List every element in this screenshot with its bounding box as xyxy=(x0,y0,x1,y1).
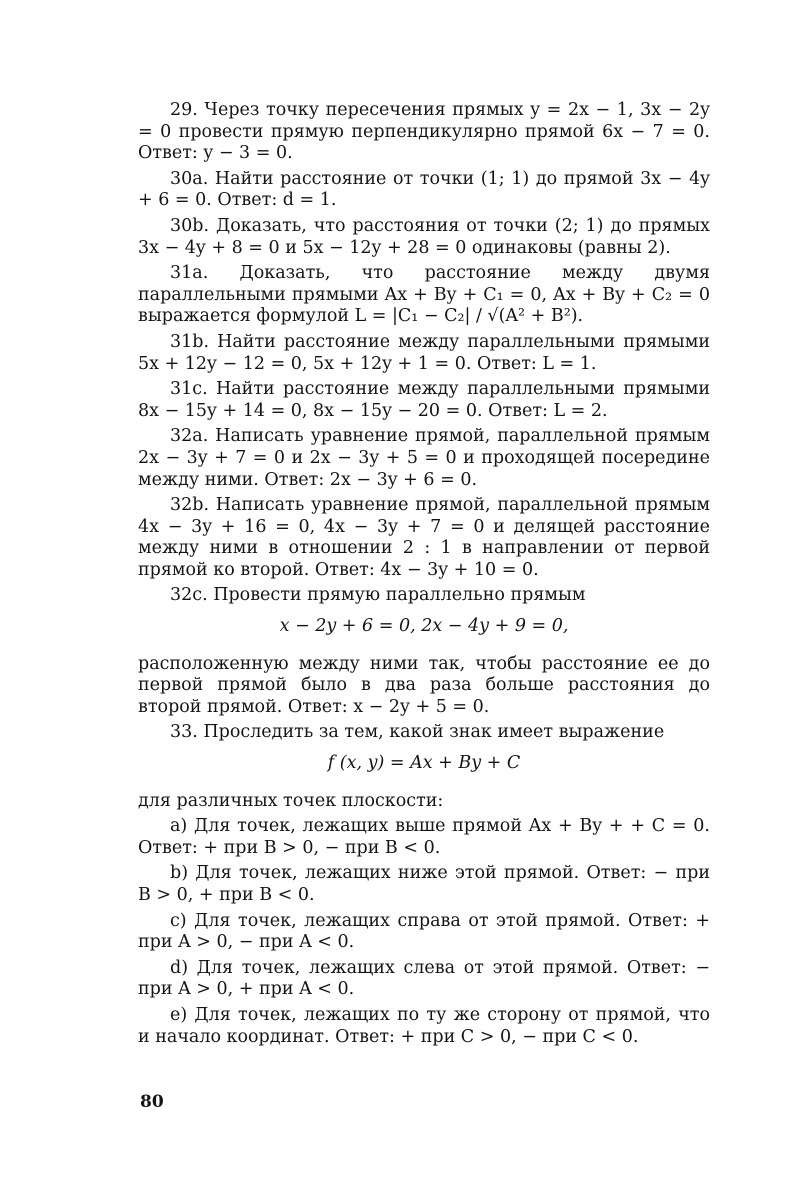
item-c: c) Для точек, лежащих справа от этой прямой. Ответ: + при A > 0, − при A < 0. xyxy=(138,910,710,953)
problem-31b: 31b. Найти расстояние между параллельными прямыми 5x + 12y − 12 = 0, 5x + 12y + 1 = 0. Ответ: L = 1. xyxy=(138,331,710,374)
problem-32b: 32b. Написать уравнение прямой, параллельной прямым 4x − 3y + 16 = 0, 4x − 3y + 7 = 0 и делящей расстояние между ними в отношении 2 : 1 в направлении от первой прямой ко второй. Ответ: 4x − 3y + 10 = 0. xyxy=(138,495,710,580)
problem-32c-continuation: расположенную между ними так, чтобы расстояние ее до первой прямой было в два раза больше расстояния до второй прямой. Ответ: x − 2y + 5 = 0. xyxy=(138,653,710,717)
problem-30a: 30a. Найти расстояние от точки (1; 1) до прямой 3x − 4y + 6 = 0. Ответ: d = 1. xyxy=(138,168,710,211)
problem-29: 29. Через точку пересечения прямых y = 2x − 1, 3x − 2y = 0 провести прямую перпендикулярно прямой 6x − 7 = 0. Ответ: y − 3 = 0. xyxy=(138,100,710,164)
page-number: 80 xyxy=(140,1092,164,1112)
item-d: d) Для точек, лежащих слева от этой прямой. Ответ: − при A > 0, + при A < 0. xyxy=(138,957,710,1000)
formula-lines: x − 2y + 6 = 0, 2x − 4y + 9 = 0, xyxy=(279,616,569,637)
problem-31c: 31c. Найти расстояние между параллельными прямыми 8x − 15y + 14 = 0, 8x − 15y − 20 = 0. Ответ: L = 2. xyxy=(138,379,710,421)
problem-32a: 32a. Написать уравнение прямой, параллельной прямым 2x − 3y + 7 = 0 и 2x − 3y + 5 = 0 и проходящей посередине между ними. Ответ: 2x − 3y + 6 = 0. xyxy=(138,426,710,490)
problem-33-continuation: для различных точек плоскости: xyxy=(138,790,444,811)
problem-32c: 32c. Провести прямую параллельно прямым xyxy=(170,585,586,606)
item-e: e) Для точек, лежащих по ту же сторону от прямой, что и начало координат. Ответ: + при C > 0, − при C < 0. xyxy=(138,1004,710,1047)
problem-30b: 30b. Доказать, что расстояния от точки (2; 1) до прямых 3x − 4y + 8 = 0 и 5x − 12y + 28 = 0 одинаковы (равны 2). xyxy=(138,215,710,258)
item-a: a) Для точек, лежащих выше прямой Ax + By + + C = 0. Ответ: + при B > 0, − при B < 0. xyxy=(138,816,710,858)
problem-31a: 31a. Доказать, что расстояние между двумя параллельными прямыми Ax + By + C₁ = 0, Ax + By + C₂ = 0 выражается формулой L = |C₁ − C₂| / √(A² + B²). xyxy=(138,263,710,327)
item-b: b) Для точек, лежащих ниже этой прямой. Ответ: − при B > 0, + при B < 0. xyxy=(138,863,710,905)
page-text xyxy=(138,100,710,1052)
formula-expression: f (x, y) = Ax + By + C xyxy=(327,753,521,774)
problem-33: 33. Проследить за тем, какой знак имеет выражение xyxy=(170,722,665,743)
